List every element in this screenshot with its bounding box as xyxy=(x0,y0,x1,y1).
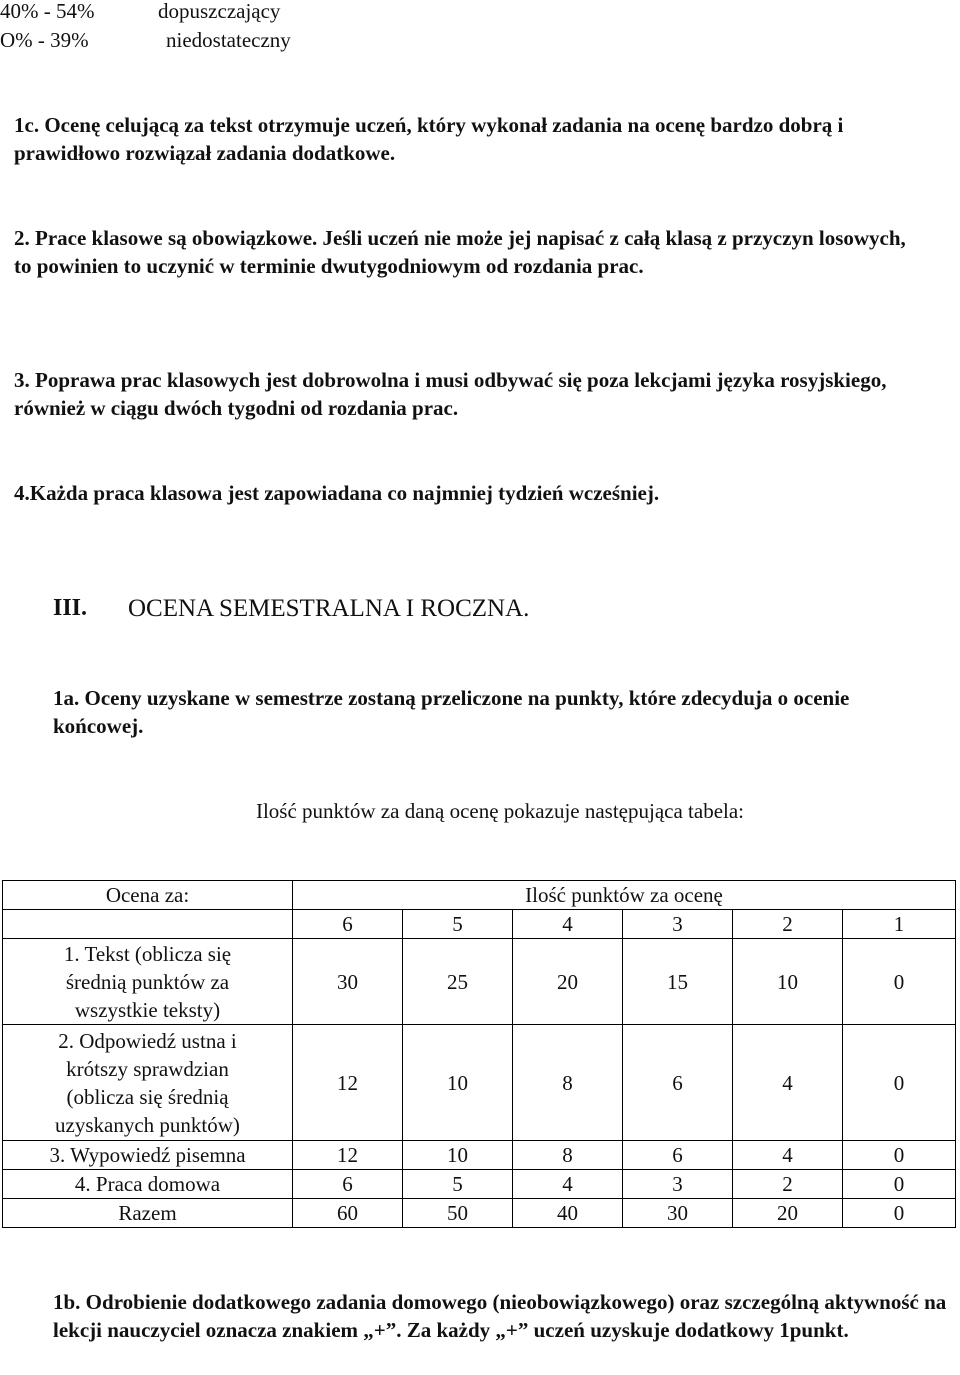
table-cell: 15 xyxy=(623,939,733,1025)
table-cell: 50 xyxy=(403,1199,513,1228)
table-row xyxy=(3,939,956,1025)
table-cell: 10 xyxy=(403,1025,513,1141)
section-title: OCENA SEMESTRALNA I ROCZNA. xyxy=(128,595,530,622)
table-cell: 0 xyxy=(843,939,956,1025)
table-cell: 12 xyxy=(293,1141,403,1170)
points-table xyxy=(2,880,956,1228)
scale-range: O% - 39% xyxy=(0,28,89,52)
table-cell: 4 xyxy=(733,1025,843,1141)
table-cell: 60 xyxy=(293,1199,403,1228)
table-cell: 0 xyxy=(843,1170,956,1199)
table-cell: 10 xyxy=(403,1141,513,1170)
paragraph-3: 3. Poprawa prac klasowych jest dobrowolna i musi odbywać się poza lekcjami języka rosyjskiego, również w ciągu dwóch tygodni od rozdania prac. xyxy=(14,368,887,420)
table-intro: Ilość punktów za daną ocenę pokazuje następująca tabela: xyxy=(255,799,745,823)
table-cell: 0 xyxy=(843,1025,956,1141)
grade-header: 3 xyxy=(623,910,733,939)
table-cell: 25 xyxy=(403,939,513,1025)
table-cell: 40 xyxy=(513,1199,623,1228)
scale-grade: dopuszczający xyxy=(158,0,281,23)
grade-header: 2 xyxy=(733,910,843,939)
table-cell: 10 xyxy=(733,939,843,1025)
table-cell xyxy=(3,910,293,939)
paragraph-2: 2. Prace klasowe są obowiązkowe. Jeśli uczeń nie może jej napisać z całą klasą z przyczyn losowych, to powinien to uczynić w terminie dwutygodniowym od rozdania prac. xyxy=(14,226,906,278)
table-cell: 20 xyxy=(513,939,623,1025)
table-row xyxy=(3,1141,956,1170)
grade-header: 5 xyxy=(403,910,513,939)
paragraph-4: 4.Każda praca klasowa jest zapowiadana co najmniej tydzień wcześniej. xyxy=(14,481,660,505)
grade-header: 1 xyxy=(843,910,956,939)
section-number: III. xyxy=(53,595,88,621)
row-label: 1. Tekst (oblicza się średnią punktów za wszystkie teksty) xyxy=(3,939,293,1025)
header-category: Ocena za: xyxy=(3,881,293,910)
table-cell: 30 xyxy=(623,1199,733,1228)
table-cell: 30 xyxy=(293,939,403,1025)
scale-range: 40% - 54% xyxy=(0,0,95,23)
table-cell: 8 xyxy=(513,1025,623,1141)
header-points: Ilość punktów za ocenę xyxy=(293,881,956,910)
grade-header: 4 xyxy=(513,910,623,939)
table-cell: 12 xyxy=(293,1025,403,1141)
paragraph-1a: 1a. Oceny uzyskane w semestrze zostaną przeliczone na punkty, które zdecyduja o ocenie końcowej. xyxy=(53,686,850,738)
scale-grade: niedostateczny xyxy=(166,28,291,52)
table-cell: 20 xyxy=(733,1199,843,1228)
table-cell: 5 xyxy=(403,1170,513,1199)
table-cell: 2 xyxy=(733,1170,843,1199)
table-cell: 4 xyxy=(513,1170,623,1199)
row-label: 4. Praca domowa xyxy=(3,1170,293,1199)
row-label: 2. Odpowiedź ustna i krótszy sprawdzian (oblicza się średnią uzyskanych punktów) xyxy=(3,1025,293,1141)
table-row xyxy=(3,1170,956,1199)
table-cell: 6 xyxy=(293,1170,403,1199)
table-row xyxy=(3,1025,956,1141)
grade-header: 6 xyxy=(293,910,403,939)
paragraph-1c: 1c. Ocenę celującą za tekst otrzymuje uczeń, który wykonał zadania na ocenę bardzo dobrą i prawidłowo rozwiązał zadania dodatkowe. xyxy=(14,113,844,165)
table-cell: 3 xyxy=(623,1170,733,1199)
paragraph-1b: 1b. Odrobienie dodatkowego zadania domowego (nieobowiązkowego) oraz szczególną aktywność na lekcji nauczyciel oznacza znakiem „+”. Za każdy „+” uczeń uzyskuje dodatkowy 1punkt. xyxy=(53,1290,947,1342)
table-cell: 0 xyxy=(843,1199,956,1228)
table-cell: 0 xyxy=(843,1141,956,1170)
row-label: 3. Wypowiedź pisemna xyxy=(3,1141,293,1170)
table-cell: 6 xyxy=(623,1025,733,1141)
table-row xyxy=(3,1199,956,1228)
row-label: Razem xyxy=(3,1199,293,1228)
table-cell: 6 xyxy=(623,1141,733,1170)
table-cell: 4 xyxy=(733,1141,843,1170)
table-cell: 8 xyxy=(513,1141,623,1170)
